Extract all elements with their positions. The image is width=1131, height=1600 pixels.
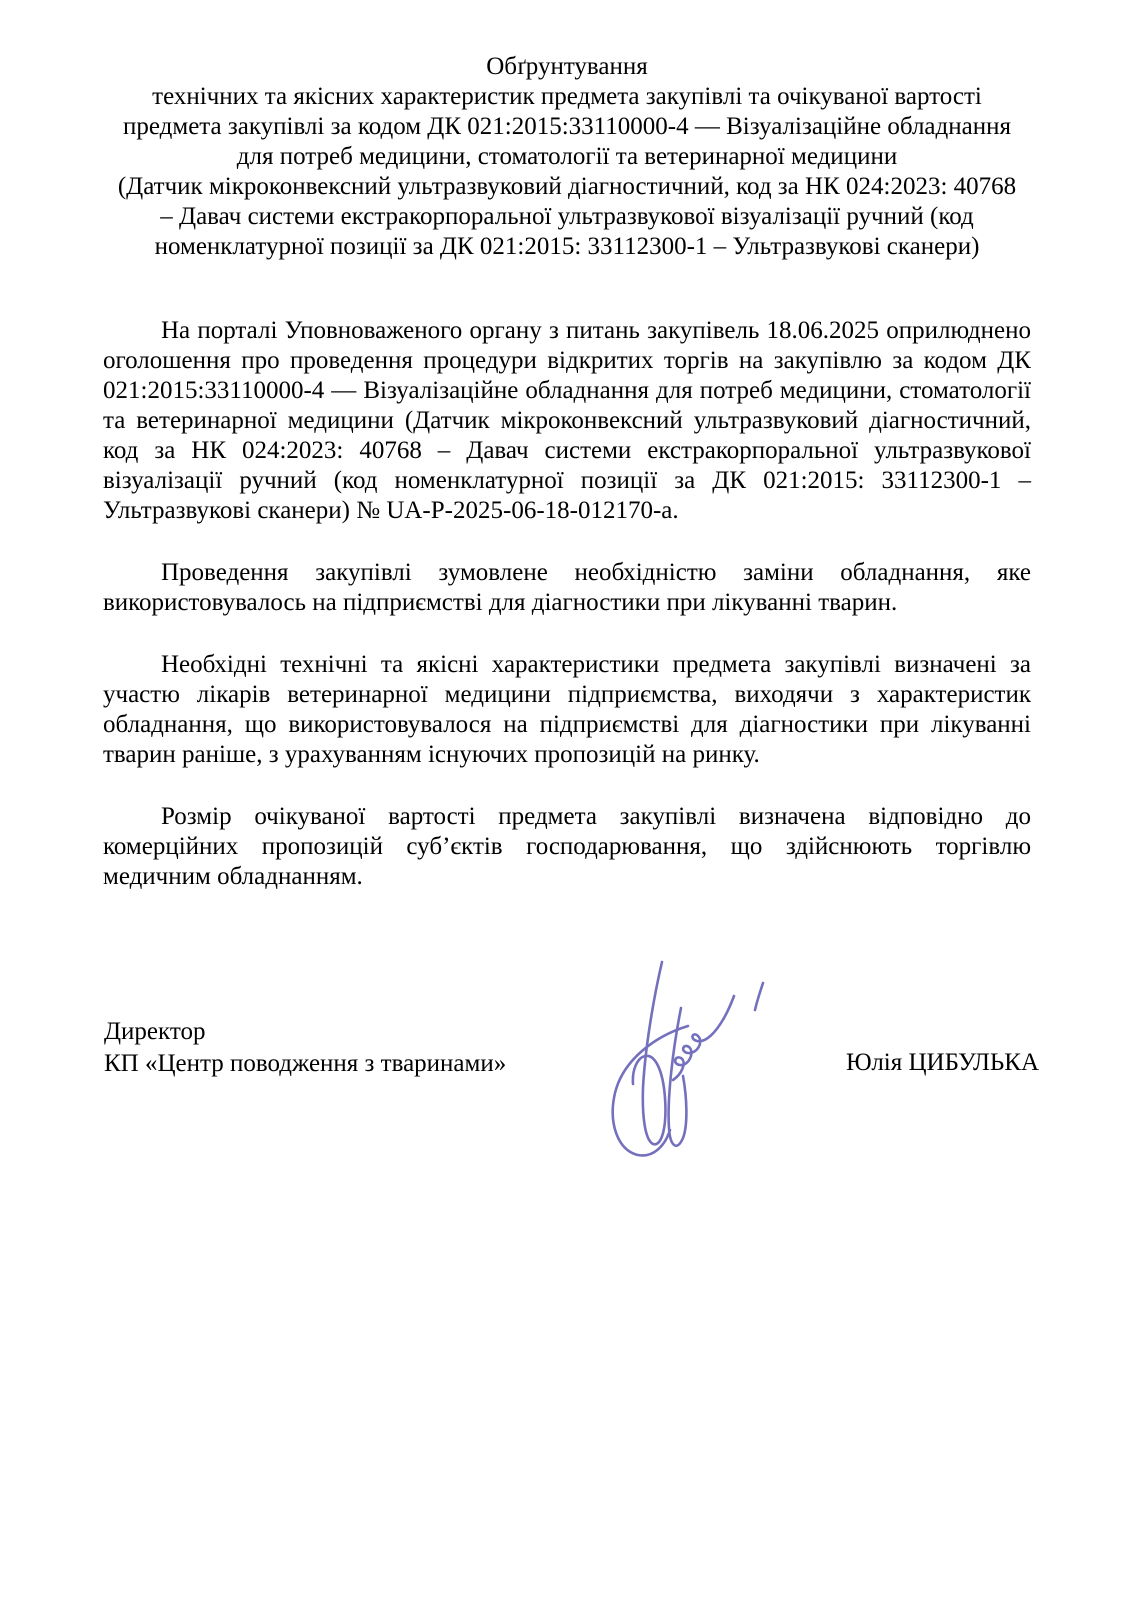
paragraph-technical-characteristics: Необхідні технічні та якісні характеристики предмета закупівлі визначені за участю лікарів ветеринарної медицини підприємства, виходячи з характеристик обладнання, що використовувалося на підприємстві для діагностики при лікуванні тварин раніше, з урахуванням існуючих пропозицій на ринку. [103, 651, 1031, 768]
signatory-position: Директор [104, 1018, 206, 1045]
paragraph-expected-value: Розмір очікуваної вартості предмета закупівлі визначена відповідно до комерційних пропозицій суб’єктів господарювання, що здійснюють торгівлю медичним обладнанням. [103, 803, 1031, 890]
title-line-2: технічних та якісних характеристик предмета закупівлі та очікуваної вартості [152, 83, 982, 110]
title-line-3: предмета закупівлі за кодом ДК 021:2015:33110000-4 — Візуалізаційне обладнання [123, 113, 1011, 140]
signer-name: Юлія ЦИБУЛЬКА [845, 1049, 1039, 1076]
document-title [103, 52, 1031, 262]
title-line-6: – Давач системи екстракорпоральної ультразвукової візуалізації ручний (код [160, 203, 974, 230]
document-body [103, 316, 1031, 924]
signature-stroke-oval [613, 1026, 688, 1155]
paragraph-announcement: На порталі Уповноваженого органу з питань закупівель 18.06.2025 оприлюднено оголошення про проведення процедури відкритих торгів на закупівлю за кодом ДК 021:2015:33110000-4 — Візуалізаційне обладнання для потреб медицини, стоматології та ветеринарної медицини (Датчик мікроконвексний ультразвуковий діагностичний, код за НК 024:2023: 40768 – Давач системи екстракорпоральної ультразвукової візуалізації ручний (код номенклатурної позиції за ДК 021:2015: 33112300-1 – Ультразвукові сканери) № UA-P-2025-06-18-012170-а. [103, 317, 1031, 524]
title-line-4: для потреб медицини, стоматології та ветеринарної медицини [236, 143, 898, 170]
title-line-1: Обґрунтування [486, 53, 648, 80]
signatory-organization: КП «Центр поводження з тваринами» [104, 1050, 507, 1077]
signatory-block [104, 1016, 506, 1080]
title-line-5: (Датчик мікроконвексний ультразвуковий діагностичний, код за НК 024:2023: 40768 [117, 173, 1017, 200]
title-line-7: номенклатурної позиції за ДК 021:2015: 33112300-1 – Ультразвукові сканери) [154, 233, 980, 260]
handwritten-signature-icon [585, 948, 780, 1163]
paragraph-procurement-reason: Проведення закупівлі зумовлене необхідністю заміни обладнання, яке використовувалось на підприємстві для діагностики при лікуванні тварин. [103, 559, 1031, 616]
signature-stroke-apostrophe [755, 983, 763, 1010]
